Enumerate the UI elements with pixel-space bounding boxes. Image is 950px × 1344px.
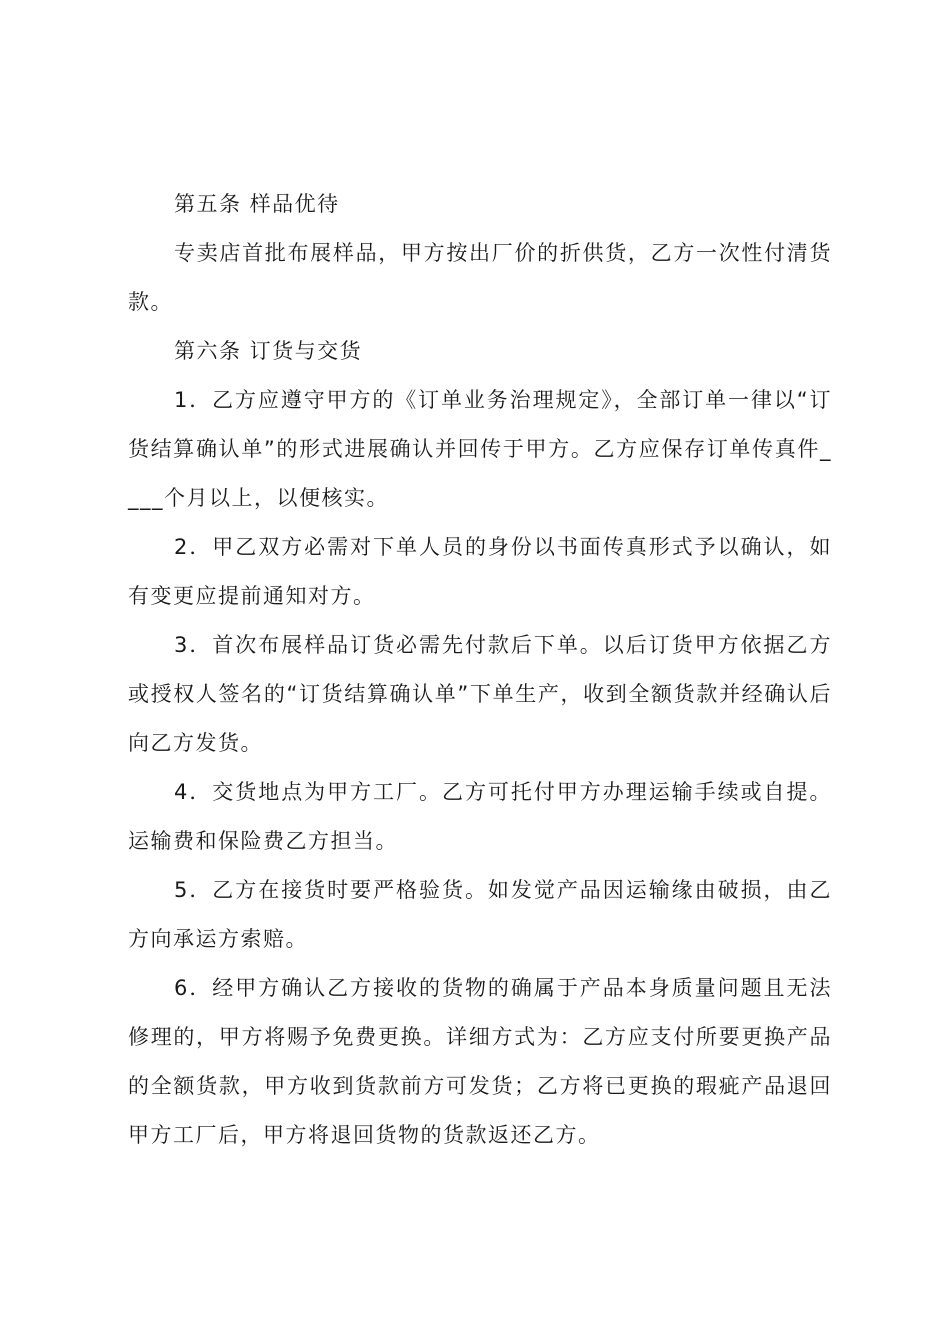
section-5-heading: 第五条 样品优待 (174, 192, 340, 216)
section-6-item-6: 6．经甲方确认乙方接收的货物的确属于产品本身质量问题且无法修理的，甲方将赐予免费更换。详细方式为：乙方应支付所要更换产品的全额货款，甲方收到货款前方可发货；乙方将已更换的瑕疵产品退回甲方工厂后，甲方将退回货物的货款返还乙方。 (128, 976, 832, 1147)
document-body (128, 180, 832, 1160)
section-6-item-1: 1．乙方应遵守甲方的《订单业务治理规定》，全部订单一律以“订货结算确认单”的形式进展确认并回传于甲方。乙方应保存订单传真件____个月以上，以便核实。 (128, 388, 832, 510)
section-6-heading: 第六条 订货与交货 (174, 339, 363, 363)
section-6-item-2: 2．甲乙双方必需对下单人员的身份以书面传真形式予以确认，如有变更应提前通知对方。 (128, 535, 832, 608)
section-5-body: 专卖店首批布展样品，甲方按出厂价的折供货，乙方一次性付清货款。 (128, 241, 832, 314)
section-6-item-3: 3．首次布展样品订货必需先付款后下单。以后订货甲方依据乙方或授权人签名的“订货结算确认单”下单生产，收到全额货款并经确认后向乙方发货。 (128, 633, 832, 755)
section-6-item-4: 4．交货地点为甲方工厂。乙方可托付甲方办理运输手续或自提。运输费和保险费乙方担当。 (128, 780, 832, 853)
section-6-item-5: 5．乙方在接货时要严格验货。如发觉产品因运输缘由破损，由乙方向承运方索赔。 (128, 878, 832, 951)
